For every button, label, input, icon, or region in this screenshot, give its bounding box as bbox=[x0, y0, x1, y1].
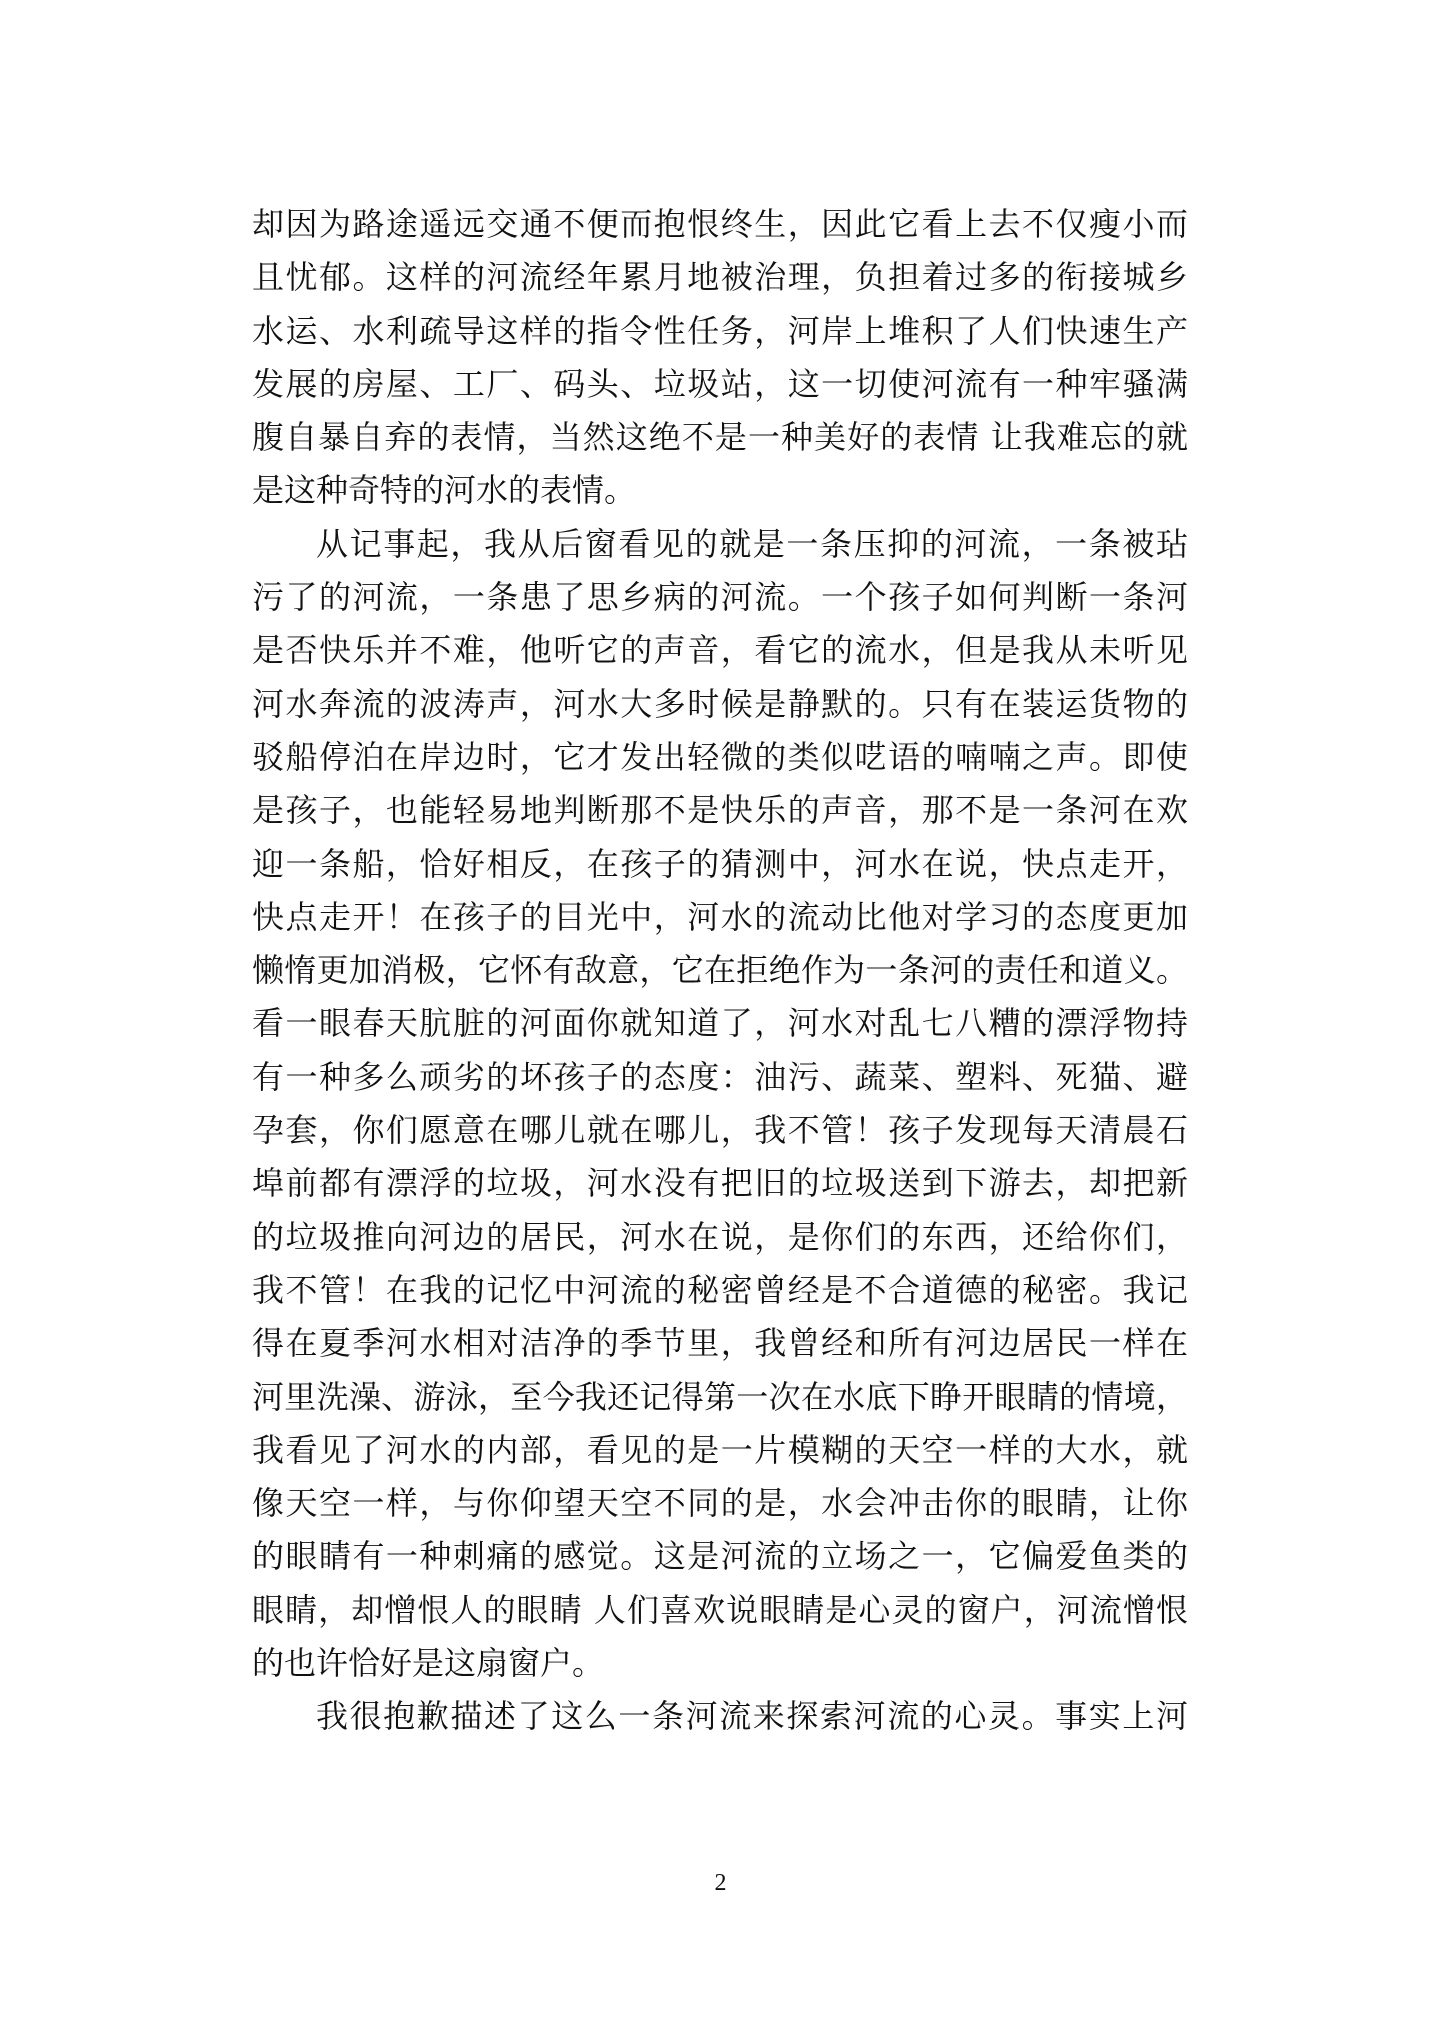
body-text bbox=[252, 198, 1188, 1744]
text-line: 埠前都有漂浮的垃圾，河水没有把旧的垃圾送到下游去，却把新 bbox=[252, 1164, 1188, 1203]
text-line: 懒惰更加消极，它怀有敌意，它在拒绝作为一条河的责任和道义。 bbox=[252, 951, 1188, 990]
text-line: 的也许恰好是这扇窗户。 bbox=[252, 1644, 605, 1683]
paragraph-2 bbox=[252, 518, 1188, 1691]
text-line: 我看见了河水的内部，看见的是一片模糊的天空一样的大水，就 bbox=[252, 1430, 1188, 1469]
text-line: 河水奔流的波涛声，河水大多时候是静默的。只有在装运货物的 bbox=[252, 684, 1188, 723]
page-number: 2 bbox=[714, 1870, 727, 1896]
text-line: 驳船停泊在岸边时，它才发出轻微的类似呓语的喃喃之声。即使 bbox=[252, 737, 1188, 776]
paragraph-1 bbox=[252, 198, 1188, 518]
text-line: 发展的房屋、工厂、码头、垃圾站，这一切使河流有一种牢骚满 bbox=[252, 364, 1188, 403]
text-line: 是孩子，也能轻易地判断那不是快乐的声音，那不是一条河在欢 bbox=[252, 791, 1188, 830]
text-line: 像天空一样，与你仰望天空不同的是，水会冲击你的眼睛，让你 bbox=[252, 1484, 1188, 1523]
text-line: 是否快乐并不难，他听它的声音，看它的流水，但是我从未听见 bbox=[252, 631, 1188, 670]
text-line: 水运、水利疏导这样的指令性任务，河岸上堆积了人们快速生产 bbox=[252, 311, 1188, 350]
text-line: 的垃圾推向河边的居民，河水在说，是你们的东西，还给你们， bbox=[252, 1217, 1188, 1256]
text-line: 是这种奇特的河水的表情。 bbox=[252, 471, 637, 510]
text-line: 且忧郁。这样的河流经年累月地被治理，负担着过多的衔接城乡 bbox=[252, 258, 1188, 297]
text-line: 我不管！在我的记忆中河流的秘密曾经是不合道德的秘密。我记 bbox=[252, 1270, 1188, 1309]
text-line: 污了的河流，一条患了思乡病的河流。一个孩子如何判断一条河 bbox=[252, 578, 1188, 617]
text-line: 从记事起，我从后窗看见的就是一条压抑的河流，一条被玷 bbox=[316, 524, 1188, 563]
text-line: 腹自暴自弃的表情，当然这绝不是一种美好的表情 让我难忘的就 bbox=[252, 418, 1188, 457]
text-line: 迎一条船，恰好相反，在孩子的猜测中，河水在说，快点走开， bbox=[252, 844, 1188, 883]
text-line: 我很抱歉描述了这么一条河流来探索河流的心灵。事实上河 bbox=[316, 1697, 1188, 1736]
text-line: 有一种多么顽劣的坏孩子的态度：油污、蔬菜、塑料、死猫、避 bbox=[252, 1057, 1188, 1096]
text-line: 快点走开！在孩子的目光中，河水的流动比他对学习的态度更加 bbox=[252, 897, 1188, 936]
text-line: 看一眼春天肮脏的河面你就知道了，河水对乱七八糟的漂浮物持 bbox=[252, 1004, 1188, 1043]
text-line: 眼睛，却憎恨人的眼睛 人们喜欢说眼睛是心灵的窗户，河流憎恨 bbox=[252, 1590, 1188, 1629]
paragraph-3 bbox=[252, 1690, 1188, 1743]
text-line: 的眼睛有一种刺痛的感觉。这是河流的立场之一，它偏爱鱼类的 bbox=[252, 1537, 1188, 1576]
text-line: 孕套，你们愿意在哪儿就在哪儿，我不管！孩子发现每天清晨石 bbox=[252, 1111, 1188, 1150]
text-line: 得在夏季河水相对洁净的季节里，我曾经和所有河边居民一样在 bbox=[252, 1324, 1188, 1363]
text-line: 河里洗澡、游泳，至今我还记得第一次在水底下睁开眼睛的情境， bbox=[252, 1377, 1188, 1416]
text-line: 却因为路途遥远交通不便而抱恨终生，因此它看上去不仅瘦小而 bbox=[252, 205, 1188, 243]
